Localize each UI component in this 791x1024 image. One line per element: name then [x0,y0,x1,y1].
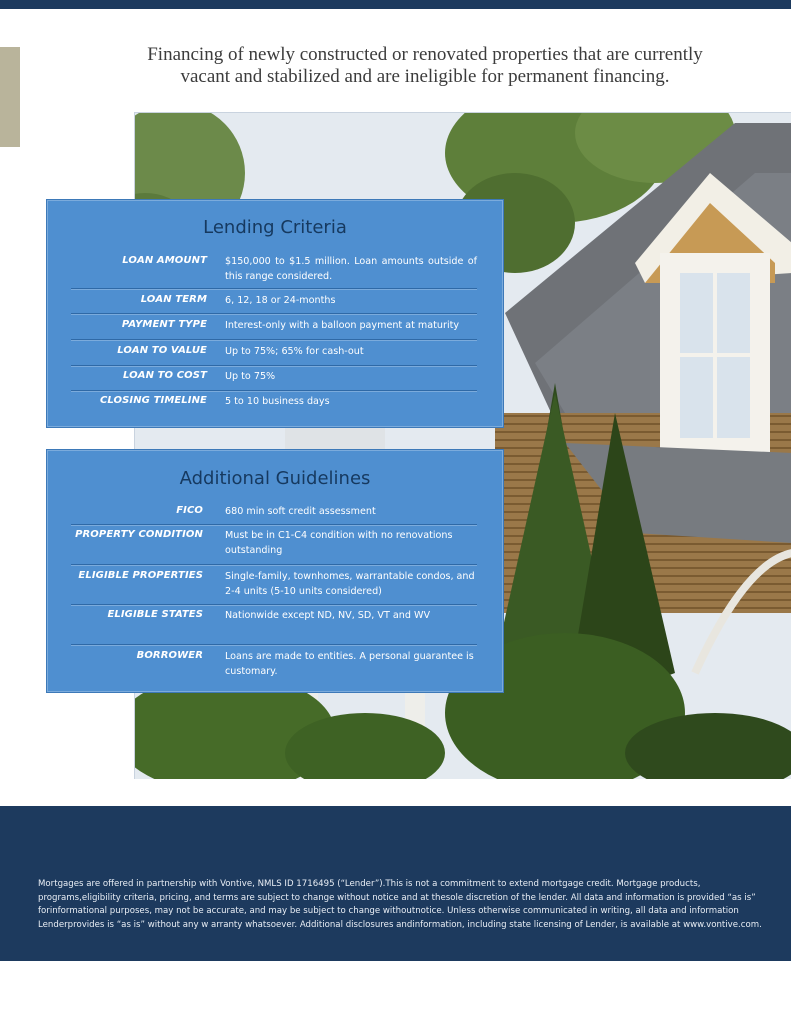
row-divider [71,288,477,289]
guideline-label: FICO [176,505,203,516]
row-divider [71,339,477,340]
guideline-label: ELIGIBLE STATES [107,609,203,620]
row-divider [71,524,477,525]
lending-criteria-panel [46,199,504,428]
criteria-value: Up to 75%; 65% for cash-out [225,346,364,357]
row-divider [71,313,477,314]
top-accent-bar [0,0,791,9]
intro-line-1: Financing of newly constructed or renovated properties that are currently [147,44,703,65]
guideline-label: PROPERTY CONDITION [75,529,203,540]
criteria-label: LOAN AMOUNT [122,255,207,266]
side-accent-tab [0,47,20,147]
criteria-value: Up to 75% [225,371,276,382]
lending-criteria-title: Lending Criteria [203,217,347,238]
guideline-value: 680 min soft credit assessment [225,506,376,517]
guideline-value: Single-family, townhomes, warrantable condos, and 2-4 units (5-10 units considered) [225,571,475,597]
criteria-label: LOAN TO VALUE [117,345,207,356]
additional-guidelines-title: Additional Guidelines [179,468,371,489]
row-divider [71,564,477,565]
criteria-label: PAYMENT TYPE [121,319,207,330]
guideline-value: Must be in C1-C4 condition with no renovations outstanding [225,530,453,556]
criteria-value: 6, 12, 18 or 24-months [225,295,336,306]
guideline-label: BORROWER [136,650,203,661]
criteria-value: 5 to 10 business days [225,396,330,407]
row-divider [71,390,477,391]
row-divider [71,365,477,366]
disclaimer-text: Mortgages are offered in partnership with Vontive, NMLS ID 1716495 (“Lender”).This is not a commitment to extend mortgage credit. Mortgage products, programs,eligibility criteria, pricing, and terms are subject to change without notice and at thesole discretion of the lender. All data and information is provided “as is” forinformational purposes, may not be accurate, and may be subject to change withoutnotice. Unless otherwise communicated in writing, all data and information Lenderprovides is “as is” without any w arranty whatsoever. Additional disclosures andinformation, including state licensing of Lender, is available at www.vontive.com. [38,879,762,930]
criteria-value: $150,000 to $1.5 million. Loan amounts outside of this range considered. [225,256,477,282]
row-divider [71,644,477,645]
criteria-label: LOAN TERM [140,294,207,305]
row-divider [71,604,477,605]
criteria-label: CLOSING TIMELINE [99,395,207,406]
guideline-value: Nationwide except ND, NV, SD, VT and WV [225,610,431,621]
criteria-label: LOAN TO COST [123,370,207,381]
intro-line-2: vacant and stabilized and are ineligible for permanent financing. [180,66,670,87]
footer [0,806,791,961]
intro-text [120,44,730,88]
guideline-value: Loans are made to entities. A personal guarantee is customary. [225,651,474,677]
additional-guidelines-panel [46,449,504,693]
criteria-value: Interest-only with a balloon payment at maturity [225,320,460,331]
guideline-label: ELIGIBLE PROPERTIES [78,570,203,581]
